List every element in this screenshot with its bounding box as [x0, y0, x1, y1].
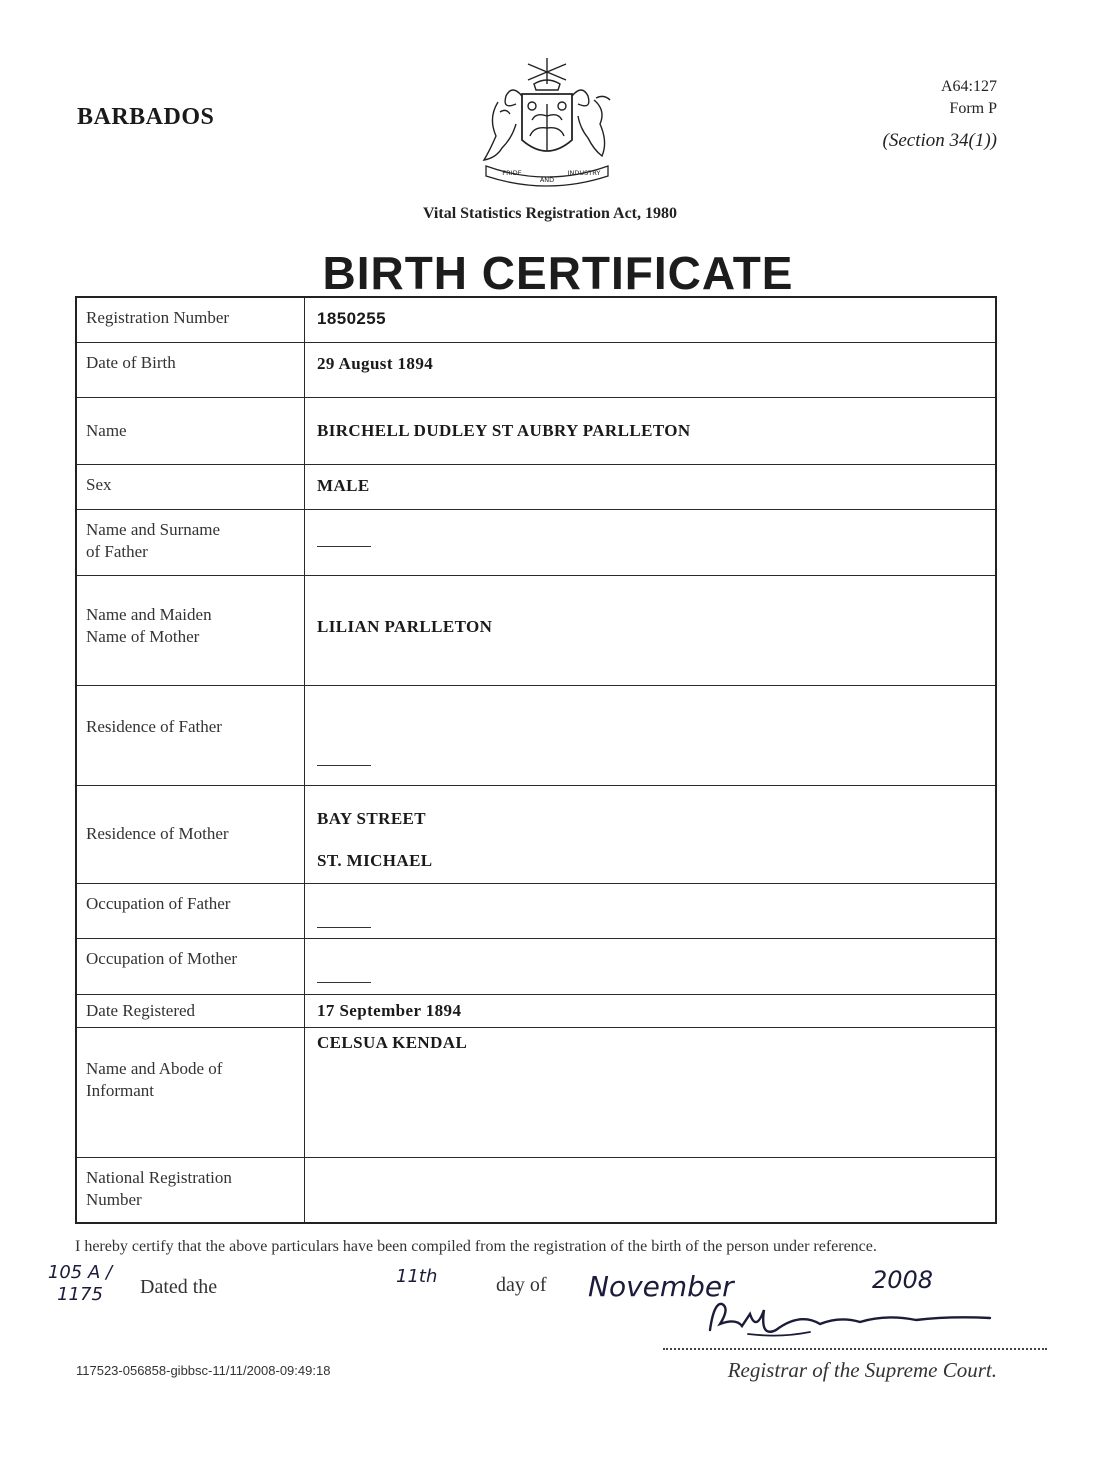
empty-dash — [317, 546, 371, 547]
crest-motto-right: INDUSTRY — [567, 169, 601, 177]
label-father-name — [76, 509, 305, 575]
empty-dash — [317, 765, 371, 766]
label-informant — [76, 1027, 305, 1157]
row-national-registration — [76, 1157, 996, 1223]
row-mother-name — [76, 575, 996, 685]
value-informant: CELSUA KENDAL — [305, 1027, 997, 1157]
value-father-residence — [305, 685, 997, 785]
certification-statement: I hereby certify that the above particulars have been compiled from the registration of the birth of the person under reference. — [75, 1238, 877, 1255]
label-date-of-birth: Date of Birth — [76, 342, 305, 397]
dated-label: Dated the — [140, 1276, 218, 1298]
crest-motto-left: PRIDE — [502, 169, 522, 177]
row-date-of-birth — [76, 342, 996, 397]
value-mother-occupation — [305, 938, 997, 994]
label-father-name-line2: of Father — [86, 541, 148, 561]
value-date-of-birth: 29 August 1894 — [305, 342, 997, 397]
signature-line — [663, 1348, 1047, 1350]
value-father-occupation — [305, 883, 997, 938]
handwritten-margin-note: 105 A / 1175 — [47, 1262, 113, 1305]
label-father-occupation: Occupation of Father — [76, 883, 305, 938]
row-father-residence — [76, 685, 996, 785]
label-mother-residence: Residence of Mother — [76, 785, 305, 883]
label-mother-name-line2: Name of Mother — [86, 626, 200, 646]
label-mother-occupation: Occupation of Mother — [76, 938, 305, 994]
value-mother-name: LILIAN PARLLETON — [305, 575, 997, 685]
row-date-registered — [76, 994, 996, 1027]
row-sex — [76, 464, 996, 509]
value-registration-number: 1850255 — [305, 297, 997, 342]
value-mother-residence-line2: ST. MICHAEL — [317, 850, 433, 870]
label-father-name-line1: Name and Surname — [86, 519, 221, 539]
label-national-registration — [76, 1157, 305, 1223]
row-name — [76, 397, 996, 464]
row-father-occupation — [76, 883, 996, 938]
row-mother-occupation — [76, 938, 996, 994]
label-father-residence: Residence of Father — [76, 685, 305, 785]
crest-motto-center: AND — [539, 176, 555, 184]
form-code: A64:127 — [941, 78, 997, 95]
registrar-title: Registrar of the Supreme Court. — [727, 1358, 997, 1382]
label-informant-line1: Name and Abode of — [86, 1058, 223, 1078]
label-sex: Sex — [76, 464, 305, 509]
label-mother-name-line1: Name and Maiden — [86, 604, 212, 624]
value-mother-residence — [305, 785, 997, 883]
form-reference — [941, 76, 997, 120]
section-reference: (Section 34(1)) — [882, 130, 997, 151]
value-mother-residence-line1: BAY STREET — [317, 808, 427, 828]
label-date-registered: Date Registered — [76, 994, 305, 1027]
act-title: Vital Statistics Registration Act, 1980 — [422, 205, 678, 222]
empty-dash — [317, 982, 371, 983]
document-reference-code: 117523-056858-gibbsc-11/11/2008-09:49:18 — [76, 1363, 331, 1378]
label-registration-number: Registration Number — [76, 297, 305, 342]
row-mother-residence — [76, 785, 996, 883]
label-national-registration-line2: Number — [86, 1189, 142, 1209]
label-national-registration-line1: National Registration — [86, 1167, 232, 1187]
day-of-label: day of — [496, 1274, 547, 1296]
value-sex: MALE — [305, 464, 997, 509]
handwritten-day: 11th — [396, 1266, 438, 1287]
value-name: BIRCHELL DUDLEY ST AUBRY PARLLETON — [305, 397, 997, 464]
label-name: Name — [76, 397, 305, 464]
document-title: BIRTH CERTIFICATE — [322, 247, 794, 299]
empty-dash — [317, 927, 371, 928]
registrar-signature-icon — [690, 1290, 1020, 1344]
handwritten-month: November — [588, 1270, 734, 1303]
value-national-registration — [305, 1157, 997, 1223]
certificate-table — [75, 296, 997, 1224]
handwritten-year: 2008 — [872, 1266, 934, 1294]
value-date-registered: 17 September 1894 — [305, 994, 997, 1027]
row-informant — [76, 1027, 996, 1157]
label-informant-line2: Informant — [86, 1080, 154, 1100]
form-name: Form P — [949, 100, 997, 117]
label-mother-name — [76, 575, 305, 685]
country-name: BARBADOS — [77, 104, 215, 130]
coat-of-arms-icon — [476, 54, 618, 194]
row-father-name — [76, 509, 996, 575]
value-father-name — [305, 509, 997, 575]
row-registration-number — [76, 297, 996, 342]
